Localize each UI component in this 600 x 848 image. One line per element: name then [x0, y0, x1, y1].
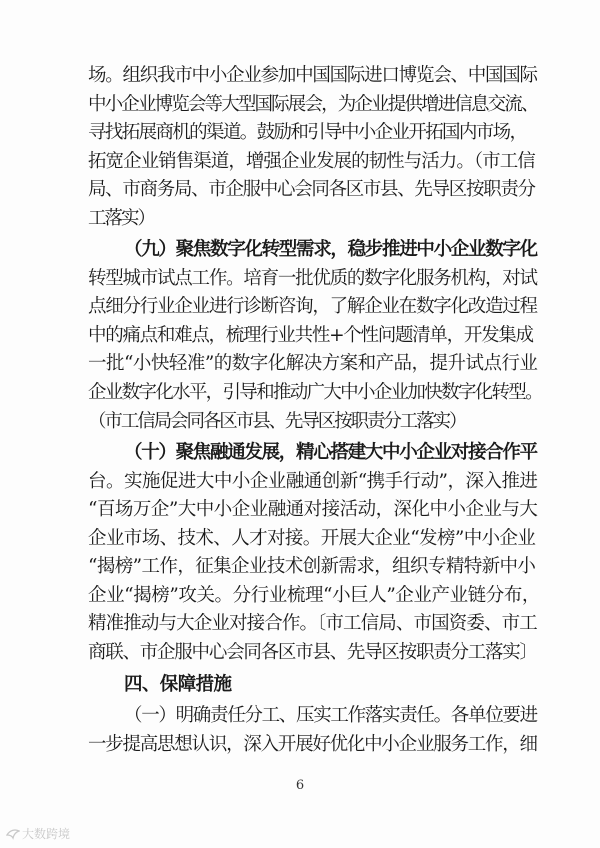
text-line: 一步提高思想认识，深入开展好优化中小企业服务工作，细: [88, 734, 537, 755]
text-line: 拓宽企业销售渠道，增强企业发展的韧性与活力。（市工信: [88, 151, 535, 172]
text-line: 商联、市企服中心会同各区市县、先导区按职责分工落实〕: [88, 642, 537, 663]
text-line: （九）聚焦数字化转型需求，稳步推进中小企业数字化: [124, 239, 537, 260]
text-line: （市工信局会同各区市县、先导区按职责分工落实）: [88, 411, 466, 432]
text-line: 精准推动与大企业对接合作。〔市工信局、市国资委、市工: [88, 613, 537, 634]
text-line: 一批“小快轻准”的数字化解决方案和产品，提升试点行业: [88, 353, 538, 374]
page-number: 6: [295, 778, 305, 793]
text-line: 中小企业博览会等大型国际展会，为企业提供增进信息交流、: [88, 94, 538, 115]
text-line: 企业市场、技术、人才对接。开展大企业“发榜”中小企业: [88, 528, 536, 549]
text-line: 局、市商务局、市企服中心会同各区市县、先导区按职责分: [88, 179, 535, 200]
text-line: “揭榜”工作，征集企业技术创新需求，组织专精特新中小: [88, 556, 536, 577]
text-line: 中的痛点和难点，梳理行业共性+个性问题清单，开发集成: [88, 325, 533, 346]
text-line: 点细分行业企业进行诊断咨询，了解企业在数字化改造过程: [88, 296, 537, 317]
text-line: 台。实施促进大中小企业融通创新“携手行动”，深入推进: [88, 471, 538, 492]
text-line: 四、保障措施: [124, 674, 232, 695]
text-line: 寻找拓展商机的渠道。鼓励和引导中小企业开拓国内市场，: [88, 122, 527, 143]
watermark: [6, 825, 70, 842]
bird-logo-icon: [6, 828, 20, 840]
text-line: “百场万企”大中小企业融通对接活动，深化中小企业与大: [88, 499, 538, 520]
watermark-text: 大数跨境: [22, 827, 71, 841]
text-line: 转型城市试点工作。培育一批优质的数字化服务机构，对试: [88, 268, 537, 289]
text-line: 场。组织我市中小企业参加中国国际进口博览会、中国国际: [88, 65, 537, 86]
text-line: 工落实）: [88, 208, 155, 229]
text-line: （一）明确责任分工、压实工作落实责任。各单位要进: [124, 705, 537, 726]
text-line: 企业“揭榜”攻关。分行业梳理“小巨人”企业产业链分布，: [88, 585, 540, 606]
text-line: 企业数字化水平，引导和推动广大中小企业加快数字化转型。: [88, 382, 542, 403]
text-line: （十）聚焦融通发展，精心搭建大中小企业对接合作平: [124, 442, 537, 463]
